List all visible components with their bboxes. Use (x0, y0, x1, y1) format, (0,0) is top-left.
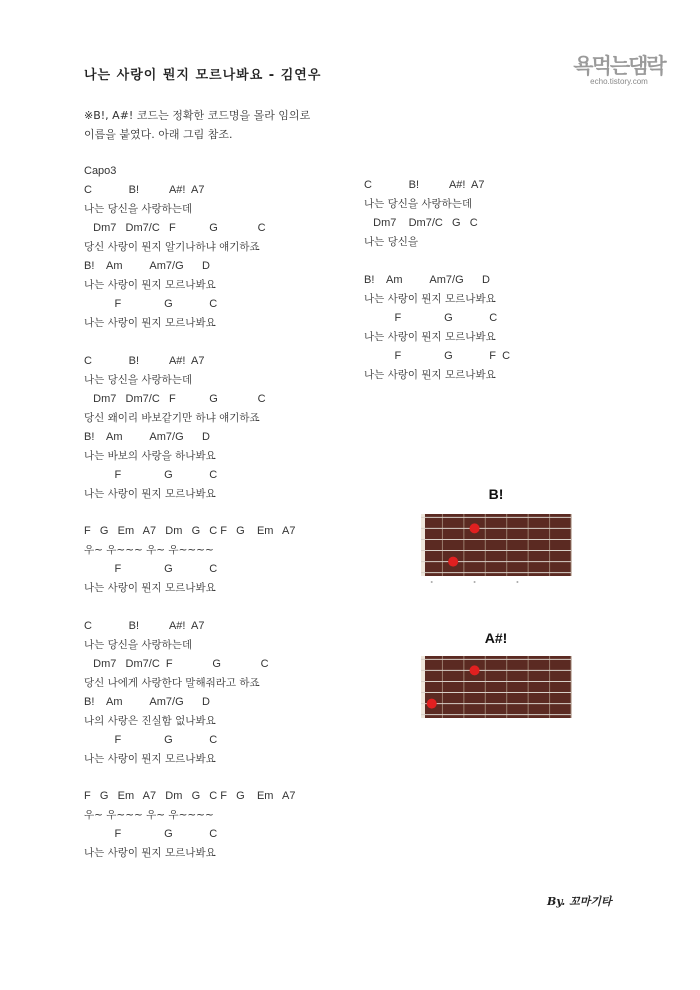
lyric-line: 나는 사랑이 뭔지 모르나봐요 (364, 292, 496, 305)
chord-line: F G C (84, 563, 218, 575)
lyric-line: 나는 사랑이 뭔지 모르나봐요 (84, 847, 216, 859)
lyric-line: 나의 사랑은 진실함 없나봐요 (84, 714, 216, 727)
chord-line: B! Am Am7/G D (364, 273, 490, 286)
spacer (84, 769, 295, 788)
chord-line: Dm7 Dm7/C F G C (84, 657, 269, 670)
byline: By. 꼬마기타 (547, 895, 612, 908)
lyric-line: 나는 사랑이 뭔지 모르나봐요 (84, 317, 216, 329)
spacer (364, 252, 510, 271)
spacer (84, 333, 295, 352)
finger-dot (427, 699, 437, 709)
fret-marker (474, 581, 476, 583)
chord-line: B! Am Am7/G D (84, 695, 210, 708)
lyric-line: 당신 나에게 사랑한다 말해줘라고 하죠 (84, 676, 260, 689)
chord-line: Dm7 Dm7/C F G C (84, 392, 266, 405)
nut (421, 514, 425, 576)
lyric-line: 나는 바보의 사랑을 하나봐요 (84, 449, 216, 462)
chord-diagram-b (418, 476, 574, 584)
spacer (84, 504, 295, 523)
finger-dot (470, 665, 480, 675)
logo-url: echo.tistory.com (590, 77, 648, 86)
logo-text: 욕먹는댐락 (573, 54, 665, 78)
lyric-line: 나는 사랑이 뭔지 모르나봐요 (84, 582, 216, 594)
lyric-line: 나는 당신을 사랑하는데 (364, 198, 473, 210)
lyric-line: 나는 사랑이 뭔지 모르나봐요 (364, 368, 496, 381)
fret-marker (431, 581, 433, 583)
fret-marker (516, 581, 518, 583)
fretboard-b (418, 476, 574, 584)
chord-line: F G Em A7 Dm G C F G Em A7 (84, 525, 296, 537)
lyric-line: 우~ 우~~~ 우~ 우~~~~ (84, 544, 214, 556)
fretboard-wood (421, 514, 571, 576)
chord-line: F G C (84, 733, 218, 746)
chord-diagram-label: B! (488, 486, 504, 502)
chord-line: F G C (84, 468, 218, 481)
chord-line: Capo3 (84, 165, 117, 177)
lyric-line: 당신 왜이리 바보같기만 하냐 얘기하죠 (84, 411, 260, 424)
nut (421, 656, 425, 718)
chord-line: F G Em A7 Dm G C F G Em A7 (84, 790, 296, 802)
chord-line: F G C (84, 298, 218, 310)
lyric-line: 나는 사랑이 뭔지 모르나봐요 (84, 279, 216, 291)
lyric-line: 나는 사랑이 뭔지 모르나봐요 (364, 330, 496, 343)
chord-line: Dm7 Dm7/C F G C (84, 222, 266, 234)
chord-diagram-label: A#! (484, 630, 508, 646)
lyric-line: 나는 당신을 사랑하는데 (84, 373, 193, 386)
note-line-1: ※B!, A#! 코드는 정확한 코드명을 몰라 임의로 (84, 109, 311, 122)
chord-note (84, 106, 310, 144)
lyric-line: 나는 당신을 (364, 236, 419, 248)
note-line-2: 이름을 붙였다. 아래 그림 참조. (84, 128, 233, 141)
chord-line: C B! A#! A7 (364, 179, 485, 191)
chord-diagram-a-sharp (418, 622, 574, 722)
chord-line: C B! A#! A7 (84, 184, 205, 196)
chord-line: B! Am Am7/G D (84, 260, 210, 272)
chord-line: C B! A#! A7 (84, 619, 205, 632)
site-logo (566, 50, 672, 86)
fretboard-wood (421, 656, 571, 718)
fretboard-a-sharp (418, 622, 574, 722)
chord-line: Dm7 Dm7/C G C (364, 217, 478, 229)
right-column-lyrics (364, 176, 510, 385)
song-title: 나는 사랑이 뭔지 모르나봐요 - 김연우 (84, 68, 322, 83)
lyric-line: 나는 사랑이 뭔지 모르나봐요 (84, 752, 216, 765)
chord-line: B! Am Am7/G D (84, 430, 210, 443)
finger-dot (470, 523, 480, 533)
lyric-line: 우~ 우~~~ 우~ 우~~~~ (84, 809, 214, 821)
left-column-lyrics (84, 162, 295, 863)
chord-line: F G C (364, 311, 498, 324)
chord-line: C B! A#! A7 (84, 354, 205, 367)
chord-line: F G F C (364, 349, 511, 362)
lyric-line: 나는 당신을 사랑하는데 (84, 203, 193, 215)
chord-line: F G C (84, 828, 218, 840)
finger-dot (448, 557, 458, 567)
lyric-line: 나는 사랑이 뭔지 모르나봐요 (84, 487, 216, 500)
lyric-line: 당신 사랑이 뭔지 알기나하냐 얘기하죠 (84, 241, 260, 253)
lyric-line: 나는 당신을 사랑하는데 (84, 638, 193, 651)
spacer (84, 598, 295, 617)
